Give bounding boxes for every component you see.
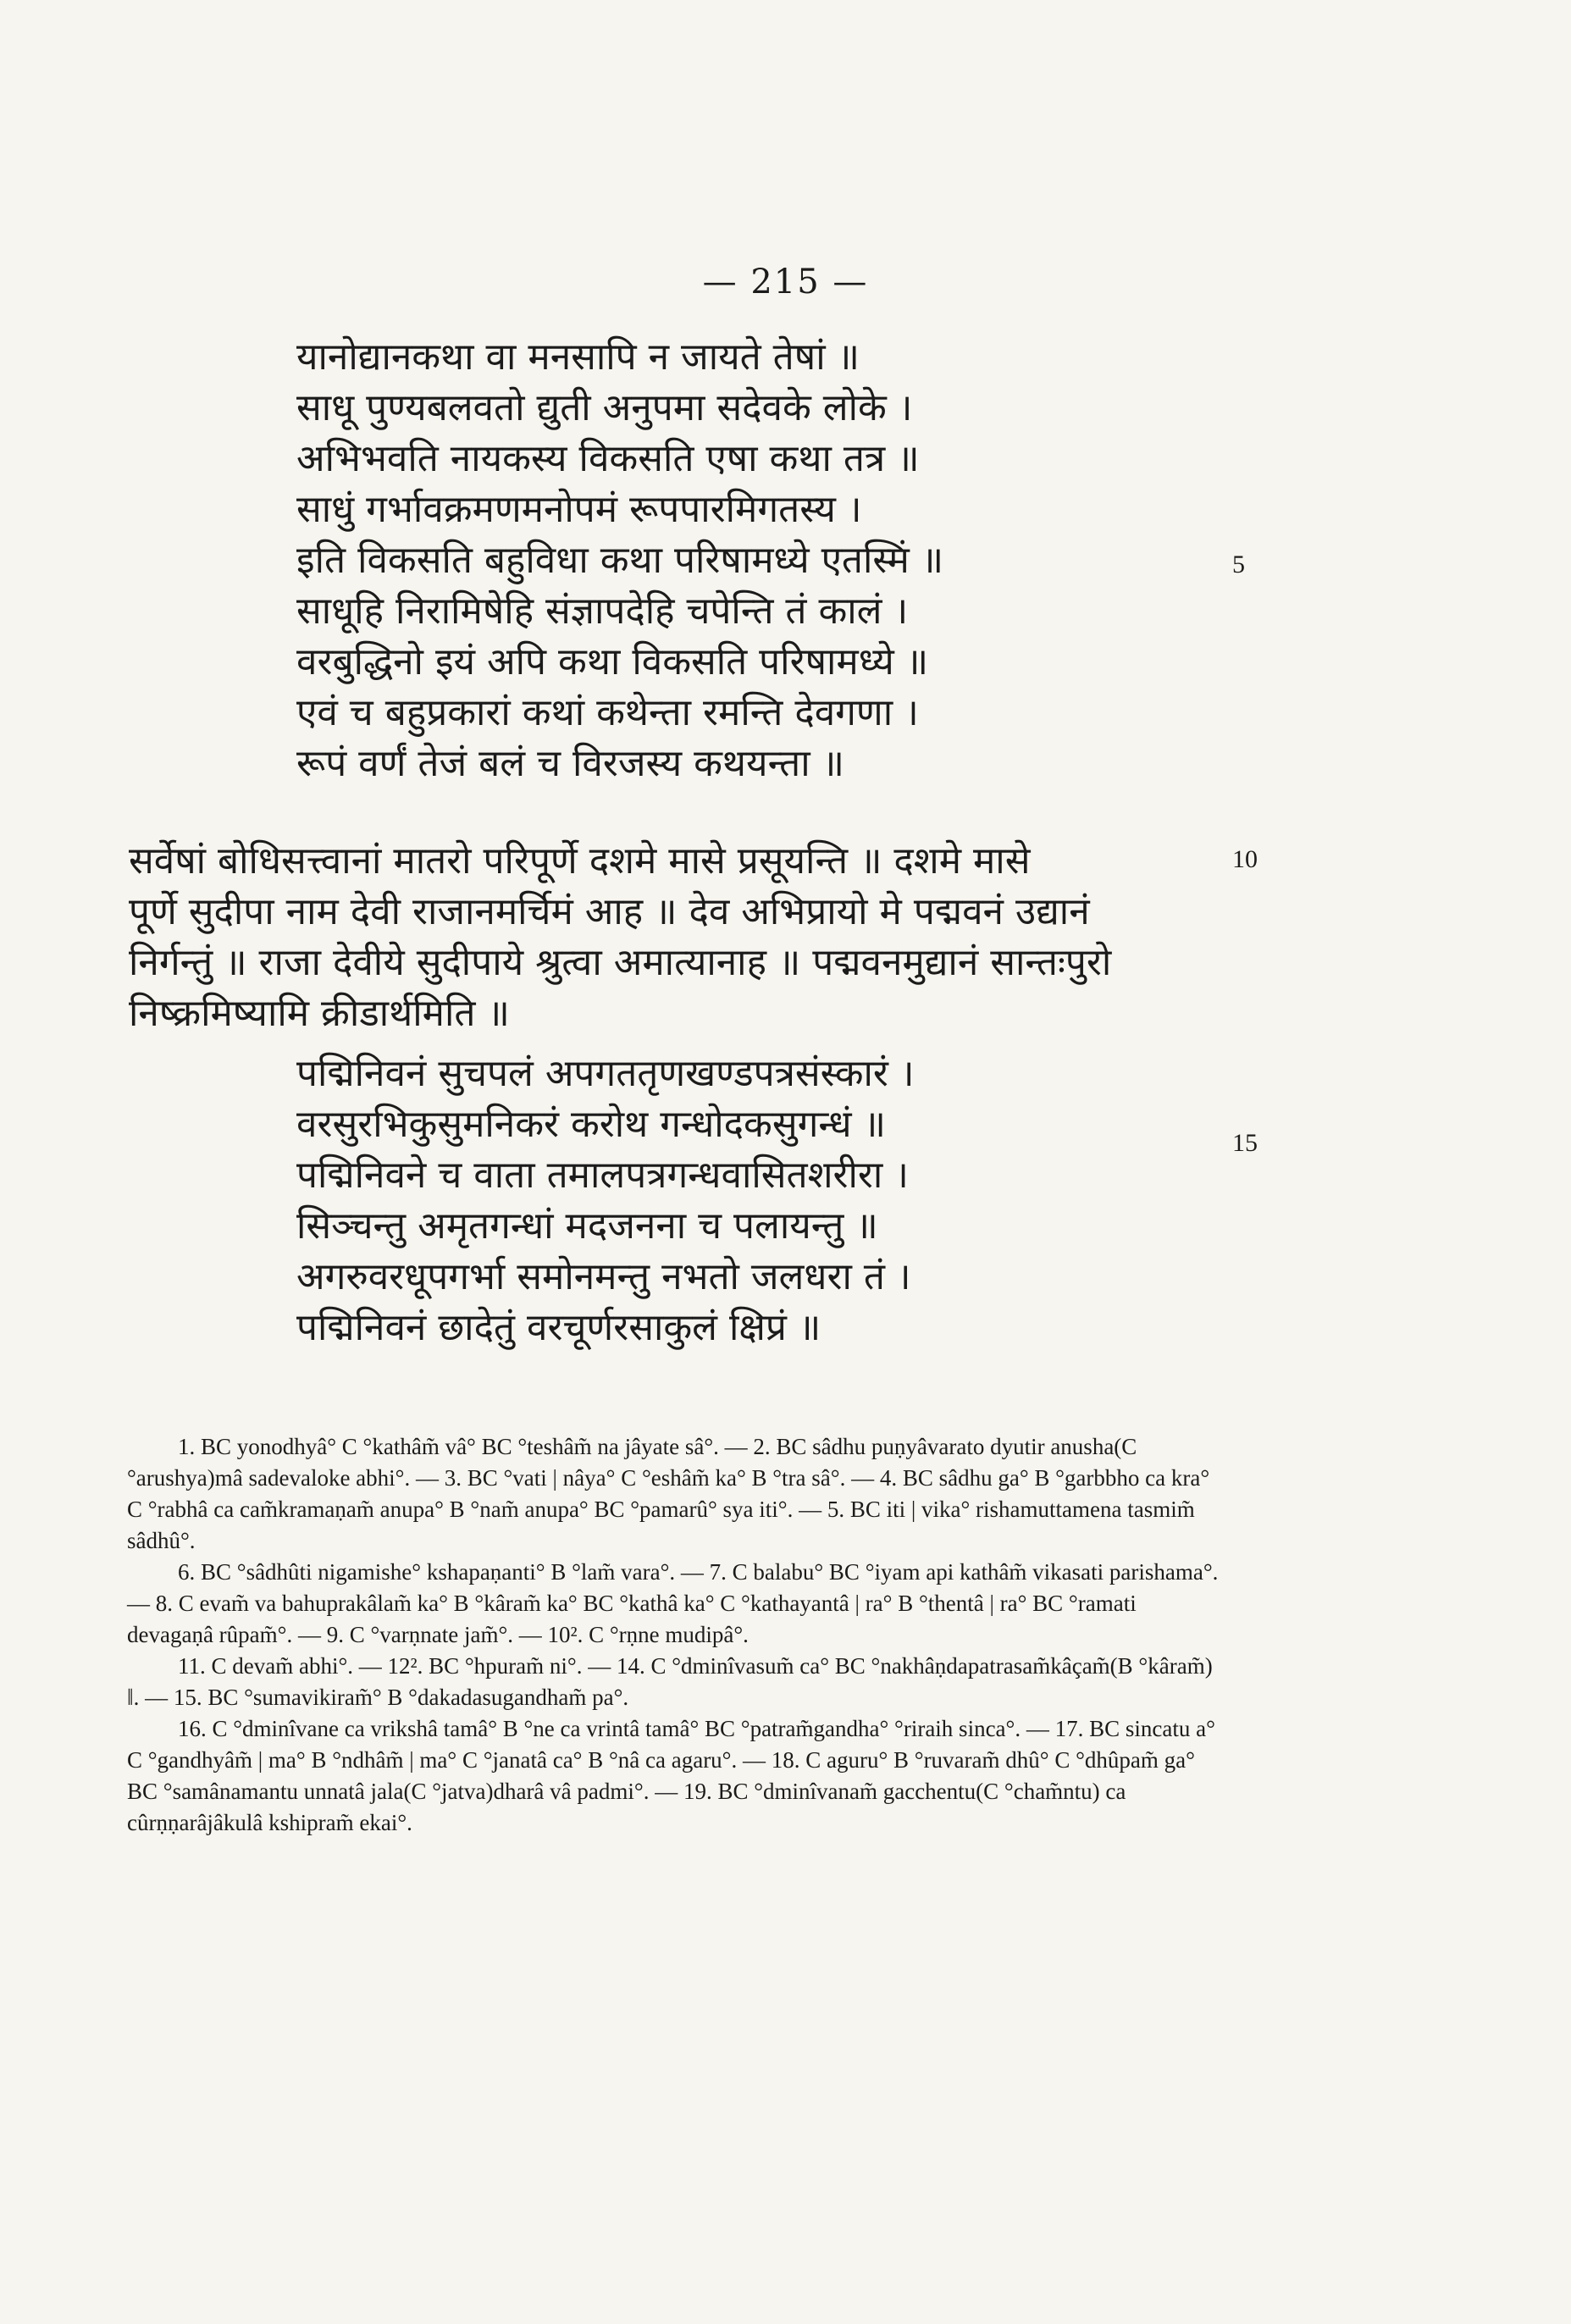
verse-line: इति विकसति बहुविधा कथा परिषामध्ये एतस्मिं ॥ (296, 539, 944, 582)
verse-line: साधुं गर्भावक्रमणमनोपमं रूपपारमिगतस्य । (296, 488, 862, 531)
verse-line: एवं च बहुप्रकारां कथां कथेन्ता रमन्ति देवगणा । (296, 691, 919, 734)
prose-line: निष्क्रमिष्यामि क्रीडार्थमिति ॥ (129, 992, 510, 1035)
verse-line: वरसुरभिकुसुमनिकरं करोथ गन्धोदकसुगन्धं ॥ (296, 1103, 886, 1146)
line-number-5: 5 (1232, 551, 1245, 578)
verse-line: साधूहि निरामिषेहि संज्ञापदेहि चपेन्ति तं कालं । (296, 589, 909, 633)
footnote: 6. BC °sâdhûti nigamishe° kshapaṇanti° B °lam̃ vara°. — 7. C balabu° BC °iyam api kathâm̃ vikasati parishama°. — 8. C evam̃ va bahuprakâlam̃ ka° B °kâram̃ ka° BC °kathâ ka° C °kathayantâ | ra° B °thentâ | ra° BC °ramati devagaṇâ rûpam̃°. — 9. C °varṇnate jam̃°. — 10². C °rṇne mudipâ°. (127, 1559, 1219, 1647)
verse-line: यानोद्यानकथा वा मनसापि न जायते तेषां ॥ (296, 335, 860, 379)
footnote: 16. C °dminîvane ca vrikshâ tamâ° B °ne ca vrintâ tamâ° BC °patram̃gandha° °riraih sinca°. — 17. BC sincatu a° C °gandhyâm̃ | ma° B °ndhâm̃ | ma° C °janatâ ca° B °nâ ca agaru°. — 18. C aguru° B °ruvaram̃ dhû° C °dhûpam̃ ga° BC °samânamantu unnatâ jala(C °jatva)dharâ vâ padmi°. — 19. BC °dminîvanam̃ gacchentu(C °cham̃ntu) ca cûrṇṇarâjâkulâ kshipram̃ ekai°. (127, 1716, 1215, 1835)
verse-line: वरबुद्धिनो इयं अपि कथा विकसति परिषामध्ये ॥ (296, 640, 929, 683)
line-number-15: 15 (1232, 1129, 1258, 1157)
page-number: — 215 — (702, 263, 869, 302)
verse-line: सिञ्चन्तु अमृतगन्धां मदजनना च पलायन्तु ॥ (296, 1204, 878, 1248)
footnotes (127, 1431, 1220, 1839)
verse-line: साधू पुण्यबलवतो द्युती अनुपमा सदेवके लोके । (296, 386, 913, 429)
footnote: 11. C devam̃ abhi°. — 12². BC °hpuram̃ ni°. — 14. C °dminîvasum̃ ca° BC °nakhâṇdapatrasam̃kâçam̃(B °kâram̃) ‖. — 15. BC °sumavikiram̃° B °dakadasugandham̃ pa°. (127, 1653, 1213, 1710)
prose-line: निर्गन्तुं ॥ राजा देवीये सुदीपाये श्रुत्वा अमात्यानाह ॥ पद्मवनमुद्यानं सान्तःपुरो (129, 941, 1112, 984)
prose-paragraph (129, 836, 1230, 1039)
verse-line: पद्मिनिवने च वाता तमालपत्रगन्धवासितशरीरा । (296, 1154, 909, 1197)
prose-line: पूर्णे सुदीपा नाम देवी राजानमर्चिमं आह ॥ देव अभिप्रायो मे पद्मवनं उद्यानं (129, 890, 1090, 933)
verse-block-1 (296, 332, 1270, 789)
verse-block-2 (296, 1049, 1270, 1353)
verse-line: अभिभवति नायकस्य विकसति एषा कथा तत्र ॥ (296, 437, 920, 480)
line-number-10: 10 (1232, 845, 1258, 873)
verse-line: पद्मिनिवनं छादेतुं वरचूर्णरसाकुलं क्षिप्रं ॥ (296, 1306, 821, 1349)
verse-line: रूपं वर्णं तेजं बलं च विरजस्य कथयन्ता ॥ (296, 742, 844, 785)
verse-line: पद्मिनिवनं सुचपलं अपगततृणखण्डपत्रसंस्कारं । (296, 1052, 915, 1095)
prose-line: सर्वेषां बोधिसत्त्वानां मातरो परिपूर्णे दशमे मासे प्रसूयन्ति ॥ दशमे मासे (129, 839, 1031, 883)
verse-line: अगरुवरधूपगर्भा समोनमन्तु नभतो जलधरा तं । (296, 1255, 911, 1298)
footnote: 1. BC yonodhyâ° C °kathâm̃ vâ° BC °teshâm̃ na jâyate sâ°. — 2. BC sâdhu puṇyâvarato dyutir anusha(C °arushya)mâ sadevaloke abhi°. — 3. BC °vati | nâya° C °eshâm̃ ka° B °tra sâ°. — 4. BC sâdhu ga° B °garbbho ca kra° C °rabhâ ca cam̃kramaṇam̃ anupa° B °nam̃ anupa° BC °pamarû° sya iti°. — 5. BC iti | vika° rishamuttamena tasmim̃ sâdhû°. (127, 1434, 1210, 1553)
